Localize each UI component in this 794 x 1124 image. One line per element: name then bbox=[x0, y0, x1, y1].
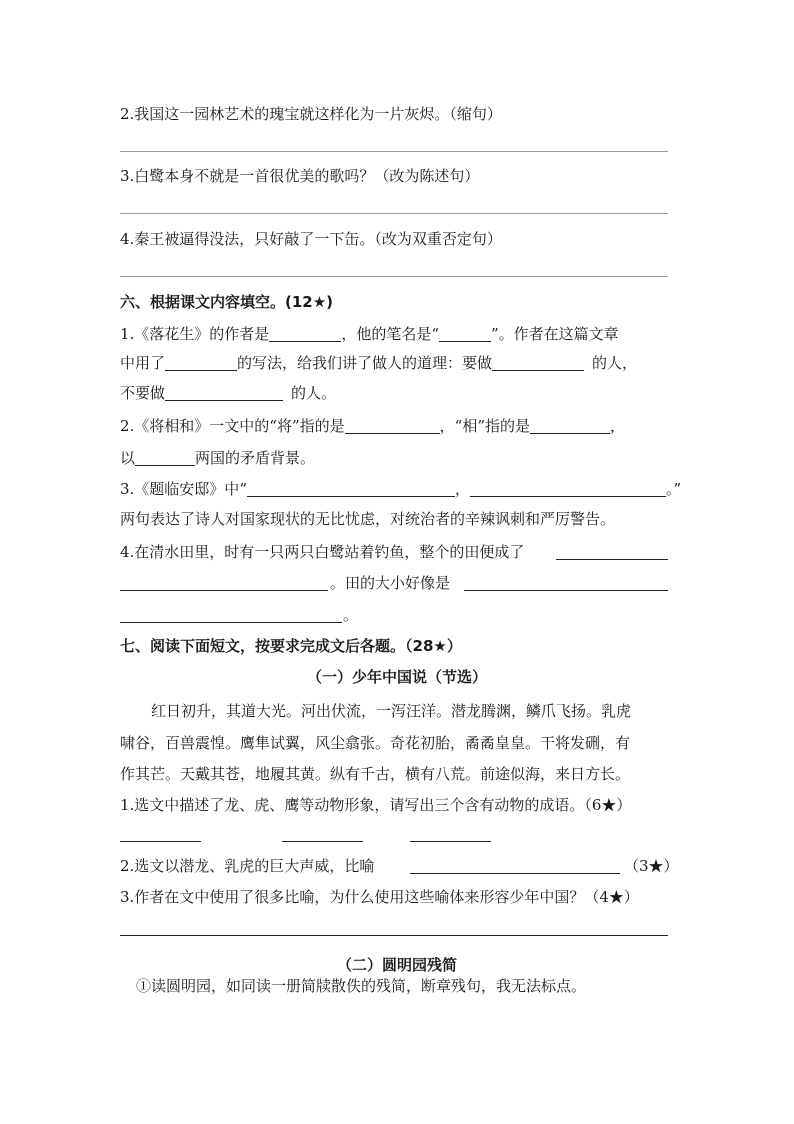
s6-q2-line2 bbox=[120, 448, 315, 468]
answer-line bbox=[120, 935, 668, 936]
answer-line bbox=[120, 151, 668, 152]
text: 1.《落花生》的作者是 bbox=[120, 325, 270, 343]
blank bbox=[247, 481, 455, 497]
text: 的人， bbox=[592, 354, 638, 372]
passage-1-line1: 红日初升，其道大光。河出伏流，一泻汪洋。潜龙腾渊，鳞爪飞扬。乳虎 bbox=[151, 702, 632, 720]
passage-1-line3: 作其芒。天戴其苍，地履其黄。纵有千古，横有八荒。前途似海，来日方长。 bbox=[120, 765, 631, 783]
text: ， bbox=[454, 480, 470, 498]
text: 的人。 bbox=[291, 384, 337, 402]
rewrite-question-4: 4.秦王被逼得没法，只好敲了一下缶。（改为双重否定句） bbox=[120, 230, 502, 248]
passage-1-title: （一）少年中国说（节选） bbox=[306, 668, 487, 686]
answer-blank bbox=[120, 590, 328, 591]
text: 中用了 bbox=[120, 354, 166, 372]
s6-q4-line1 bbox=[120, 542, 524, 562]
answer-blank bbox=[120, 622, 342, 623]
rewrite-question-3: 3.白鹭本身不就是一首很优美的歌吗？（改为陈述句） bbox=[120, 167, 480, 185]
s6-q1-line1 bbox=[120, 324, 619, 344]
text: ，他的笔名是“ bbox=[341, 325, 439, 343]
answer-blank bbox=[410, 873, 620, 874]
text: 2.《将相和》一文中的“将”指的是 bbox=[120, 417, 345, 435]
text: 以 bbox=[120, 449, 136, 467]
blank bbox=[492, 355, 584, 371]
s6-q3-line2: 两句表达了诗人对国家现状的无比忧虑，对统治者的辛辣讽刺和严厉警告。 bbox=[120, 510, 616, 528]
blank bbox=[439, 326, 491, 342]
s7-q1: 1.选文中描述了龙、虎、鹰等动物形象，请写出三个含有动物的成语。（6★） bbox=[120, 796, 632, 814]
blank bbox=[165, 355, 237, 371]
text: 4.在清水田里，时有一只两只白鹭站着钓鱼，整个的田便成了 bbox=[120, 543, 525, 561]
text: ，“相”指的是 bbox=[439, 417, 530, 435]
s7-q2-score: （3★） bbox=[624, 857, 679, 875]
s7-q3: 3.作者在文中使用了很多比喻，为什么使用这些喻体来形容少年中国？（4★） bbox=[120, 888, 639, 906]
section-6-heading: 六、根据课文内容填空。(12★) bbox=[120, 293, 334, 311]
text: 不要做 bbox=[120, 384, 166, 402]
s6-q1-line2 bbox=[120, 353, 637, 373]
blank bbox=[530, 418, 610, 434]
passage-2-line1: ①读圆明园，如同读一册简牍散佚的残简，断章残句，我无法标点。 bbox=[136, 977, 587, 995]
s6-q4-end: 。 bbox=[343, 606, 359, 624]
answer-blank bbox=[120, 841, 201, 842]
answer-blank bbox=[410, 841, 491, 842]
rewrite-question-2: 2.我国这一园林艺术的瑰宝就这样化为一片灰烬。（缩句） bbox=[120, 105, 502, 123]
text: 3.《题临安邸》中“ bbox=[120, 480, 247, 498]
s6-q2-line1 bbox=[120, 416, 625, 436]
blank bbox=[135, 450, 195, 466]
section-7-heading: 七、阅读下面短文，按要求完成文后各题。（28★） bbox=[120, 637, 462, 655]
s6-q3-line1 bbox=[120, 479, 681, 499]
text: 的写法，给我们讲了做人的道理：要做 bbox=[237, 354, 493, 372]
blank bbox=[470, 481, 666, 497]
blank bbox=[345, 418, 440, 434]
text: ， bbox=[610, 417, 626, 435]
s6-q1-line3 bbox=[120, 383, 336, 403]
blank bbox=[165, 385, 283, 401]
answer-blank bbox=[282, 841, 363, 842]
passage-1-line2: 啸谷，百兽震惶。鹰隼试翼，风尘翕张。奇花初胎，矞矞皇皇。干将发硎，有 bbox=[120, 734, 631, 752]
s6-q4-line2: 。田的大小好像是 bbox=[330, 574, 451, 592]
answer-blank bbox=[464, 590, 668, 591]
answer-blank bbox=[556, 559, 668, 560]
answer-line bbox=[120, 213, 668, 214]
blank bbox=[269, 326, 341, 342]
text: 。” bbox=[666, 480, 682, 498]
s7-q2: 2.选文以潜龙、乳虎的巨大声威，比喻 bbox=[120, 857, 375, 875]
passage-2-title: （二）圆明园残简 bbox=[336, 956, 457, 974]
answer-line bbox=[120, 276, 668, 277]
text: ”。作者在这篇文章 bbox=[490, 325, 619, 343]
text: 两国的矛盾背景。 bbox=[195, 449, 316, 467]
